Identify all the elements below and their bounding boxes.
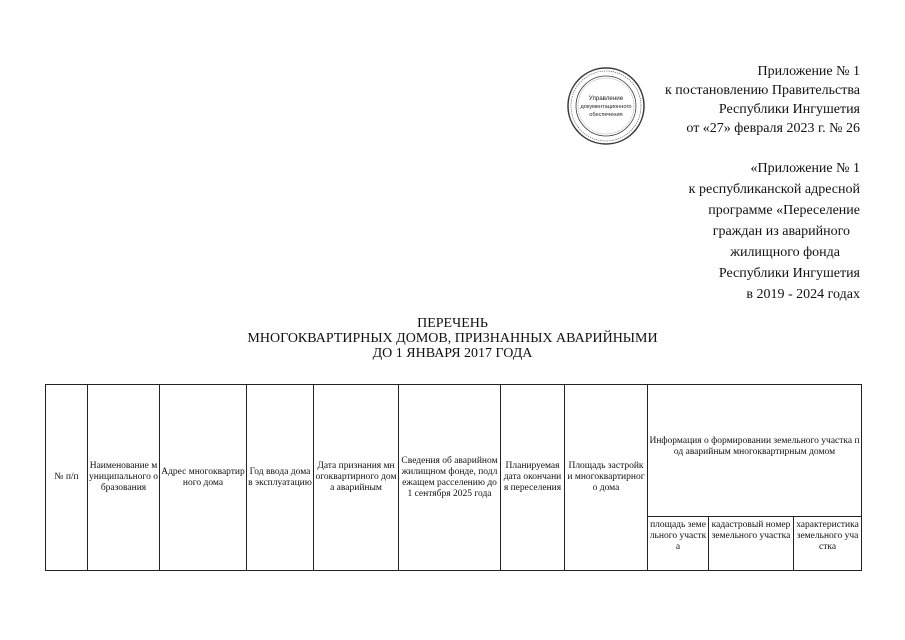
header-emergency-date: Дата признания многоквартирного дома аварийным: [314, 385, 399, 571]
title-line-2: МНОГОКВАРТИРНЫХ ДОМОВ, ПРИЗНАННЫХ АВАРИЙНЫМИ: [247, 331, 658, 346]
program-appendix-line7: в 2019 - 2024 годах: [746, 287, 860, 302]
header-building-area: Площадь застройки многоквартирного дома: [565, 385, 648, 571]
subheader-land-area: площадь земельного участка: [648, 517, 709, 571]
header-municipality: Наименование муниципального образования: [88, 385, 160, 571]
program-appendix-line4: граждан из аварийного: [712, 224, 850, 239]
appendix-date: от «27» февраля 2023 г. № 26: [686, 121, 860, 136]
title-line-1: ПЕРЕЧЕНЬ: [417, 316, 488, 331]
program-appendix-line6: Республики Ингушетия: [718, 266, 860, 281]
appendix-number: Приложение № 1: [757, 64, 860, 79]
program-appendix-note: [540, 158, 860, 305]
header-housing-info: Сведения об аварийном жилищном фонде, подлежащем расселению до 1 сентября 2025 года: [399, 385, 501, 571]
header-land-info: Информация о формировании земельного участка под аварийным многоквартирным домом: [648, 385, 862, 517]
table-header-row: [46, 385, 862, 517]
stamp-text-top: Управление: [588, 95, 624, 102]
program-appendix-line2: к республиканской адресной: [688, 182, 860, 197]
subheader-cadastral-number: кадастровый номер земельного участка: [709, 517, 794, 571]
title-line-3: ДО 1 ЯНВАРЯ 2017 ГОДА: [372, 346, 533, 361]
header-address: Адрес многоквартирного дома: [160, 385, 247, 571]
subheader-land-characteristic: характеристика земельного участка: [794, 517, 862, 571]
program-appendix-line5: жилищного фонда: [730, 245, 840, 260]
program-appendix-line3: программе «Переселение: [708, 203, 860, 218]
appendix-republic: Республики Ингушетия: [718, 102, 860, 117]
header-year-built: Год ввода дома в эксплуатацию: [247, 385, 314, 571]
emergency-housing-table: [45, 384, 862, 571]
official-stamp: [566, 66, 646, 146]
document-title: [0, 316, 905, 361]
stamp-text-middle: документационного: [580, 104, 632, 110]
stamp-text-bottom: обеспечения: [589, 112, 623, 118]
program-appendix-number: «Приложение № 1: [750, 161, 860, 176]
header-planned-end: Планируемая дата окончания переселения: [501, 385, 565, 571]
appendix-resolution-ref: к постановлению Правительства: [664, 83, 860, 98]
header-number: № п/п: [46, 385, 88, 571]
